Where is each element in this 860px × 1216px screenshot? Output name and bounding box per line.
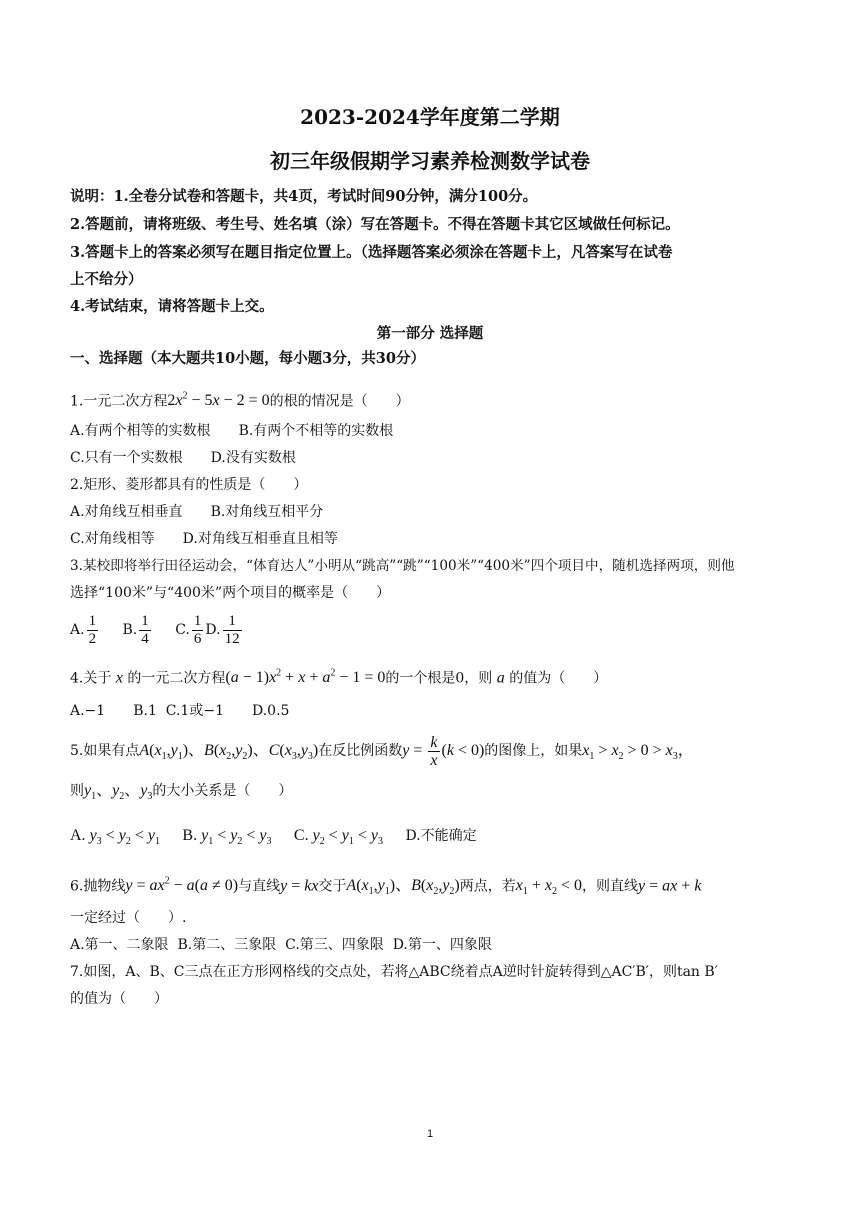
q4-option-d: D.0.5 (251, 703, 290, 719)
question-2-options-row-1 (70, 502, 323, 522)
question-2-options-row-2 (70, 529, 338, 549)
q3-option-d: D. (205, 622, 221, 638)
q4-equation: $(a - 1)x^2 + x + a^2 - 1 = 0$ (225, 668, 386, 687)
q6-condition: $x_1 + x_2 < 0$ (515, 877, 583, 898)
question-5-stem-line-1 (70, 733, 694, 775)
question-3-stem-line-2: 选择“100米”与“400米”两个项目的概率是（ ） (70, 585, 391, 601)
q1-option-a: A.有两个相等的实数根 (70, 423, 211, 439)
question-6-stem-line-2: 一定经过（ ）. (70, 910, 187, 926)
q6-option-d: D.第一、四象限 (392, 937, 492, 953)
q5-line2-pre: 则 (70, 783, 84, 799)
q6-option-b: B.第二、三象限 (177, 937, 277, 953)
q6-stem-mid2: 交于 (318, 878, 347, 895)
q6-line: y = kx (280, 877, 319, 895)
q5-option-c: C. $y_2 < y_1 < y_3$ (293, 827, 383, 848)
q4-option-b: B.1 (133, 703, 157, 719)
q5-variables: $y_1$、$y_2$、$y_3$ (84, 782, 153, 803)
q5-stem-post: 的图像上，如果 (484, 743, 583, 759)
q3-option-c-fraction: $\frac{1}{6}$ (193, 612, 202, 647)
q3-option-a-fraction: $\frac{1}{2}$ (88, 612, 97, 647)
q3-option-b: B. (122, 622, 138, 638)
q5-stem-mid: 在反比例函数 (318, 743, 403, 759)
instruction-line-4: 上不给分） (70, 271, 143, 288)
q4-stem-post2: 的值为（ ） (509, 670, 608, 687)
question-6-stem-line-1 (70, 872, 701, 903)
q6-stem-mid: 与直线 (238, 878, 281, 895)
q5-function: y = $\frac{k}{x}$ (k < 0) (402, 733, 485, 769)
q4-stem-mid: 的一元二次方程 (127, 670, 226, 687)
q6-option-a: A.第一、二象限 (70, 937, 169, 953)
q6-stem-mid3: 两点，若 (459, 878, 516, 895)
q1-option-d: D.没有实数根 (210, 450, 296, 466)
page-number: 1 (426, 1128, 434, 1140)
q3-option-a: A. (70, 622, 85, 638)
q1-option-c: C.只有一个实数根 (70, 450, 183, 466)
q2-option-b: B.对角线互相平分 (210, 504, 324, 520)
instruction-line-2: 2.答题前，请将班级、考生号、姓名填（涂）写在答题卡。不得在答题卡其它区域做任何标记。 (70, 216, 680, 233)
q5-option-d: D.不能确定 (405, 828, 477, 844)
q2-option-c: C.对角线相等 (70, 531, 155, 547)
question-1-options-row-2 (70, 448, 296, 468)
q6-points: $A(x_1,y_1)$、$B(x_2,y_2)$ (346, 877, 460, 898)
q5-points: $A(x_1,y_1)$、$B(x_2,y_2)$、$C(x_3,y_3)$ (139, 742, 319, 763)
q3-option-c: C. (175, 622, 190, 638)
q1-equation: $2x^2 - 5x - 2 = 0$ (167, 391, 270, 410)
question-2-stem: 2.矩形、菱形都具有的性质是（ ） (70, 477, 308, 493)
question-4-stem: 4.关于 x 的一元二次方程$(a - 1)x^2 + x + a^2 - 1 = 0$的一个根是0，则 a 的值为（ ） (70, 668, 608, 687)
q1-stem-pre: 1.一元二次方程 (70, 393, 168, 410)
question-3-stem-line-1: 3.某校即将举行田径运动会，“体育达人”小明从“跳高”“跳”“100米”“400米”四个项目中，随机选择两项，则他 (70, 558, 735, 574)
q5-condition: $x_1 > x_2 > 0 > x_3$， (582, 742, 694, 763)
q5-stem-pre: 5.如果有点 (70, 743, 140, 759)
q4-option-c: C.1或−1 (165, 703, 224, 719)
q6-option-c: C.第三、四象限 (285, 937, 384, 953)
exam-title: 初三年级假期学习素养检测数学试卷 (270, 149, 590, 173)
instruction-line-3: 3.答题卡上的答案必须写在题目指定位置上。（选择题答案必须涂在答题卡上，凡答案写在试卷 (70, 244, 673, 261)
q6-target-line: y = ax + k (638, 877, 702, 895)
question-7-stem-line-2: 的值为（ ） (70, 991, 168, 1007)
q4-stem-post: 的一个根是0，则 (385, 670, 493, 687)
question-7-stem-line-1: 7.如图，A、B、C三点在正方形网格线的交点处，若将△ABC绕着点A逆时针旋转得到△AC′B′，则tan B′ (70, 964, 718, 980)
q1-option-b: B.有两个不相等的实数根 (238, 423, 394, 439)
q3-option-b-fraction: $\frac{1}{4}$ (141, 612, 149, 647)
question-1-stem (70, 387, 410, 411)
question-1-options-row-1 (70, 421, 393, 441)
exam-title-year: 2023-2024学年度第二学期 (300, 105, 560, 129)
q1-stem-post: 的根的情况是（ ） (269, 393, 410, 410)
q4-option-a: A.−1 (70, 703, 106, 719)
q5-option-a: A. $y_3 < y_2 < y_1$ (70, 827, 160, 848)
question-3-options (70, 612, 244, 648)
q6-stem-post: ，则直线 (582, 878, 639, 895)
q2-option-a: A.对角线互相垂直 (70, 504, 183, 520)
q2-option-d: D.对角线互相垂直且相等 (182, 531, 338, 547)
q6-stem-pre: 6.抛物线 (70, 878, 126, 895)
q5-line2-post: 的大小关系是（ ） (152, 783, 293, 799)
q6-parabola: $y = ax^2 - a(a \ne 0)$ (125, 876, 239, 895)
q3-option-d-fraction: $\frac{1}{12}$ (224, 612, 240, 647)
question-5-options (70, 826, 477, 852)
instruction-line-5: 4.考试结束，请将答题卡上交。 (70, 298, 274, 315)
q5-option-b: B. $y_1 < y_2 < y_3$ (182, 827, 272, 848)
section-part-title: 第一部分 选择题 (376, 325, 484, 342)
question-5-stem-line-2 (70, 781, 292, 807)
instruction-line-1: 说明：1.全卷分试卷和答题卡，共4页，考试时间90分钟，满分100分。 (70, 188, 538, 205)
question-4-options (70, 701, 289, 721)
section-heading: 一、选择题（本大题共10小题，每小题3分，共30分） (70, 350, 425, 367)
question-6-options (70, 935, 492, 955)
q4-stem-pre: 4.关于 (70, 670, 112, 687)
